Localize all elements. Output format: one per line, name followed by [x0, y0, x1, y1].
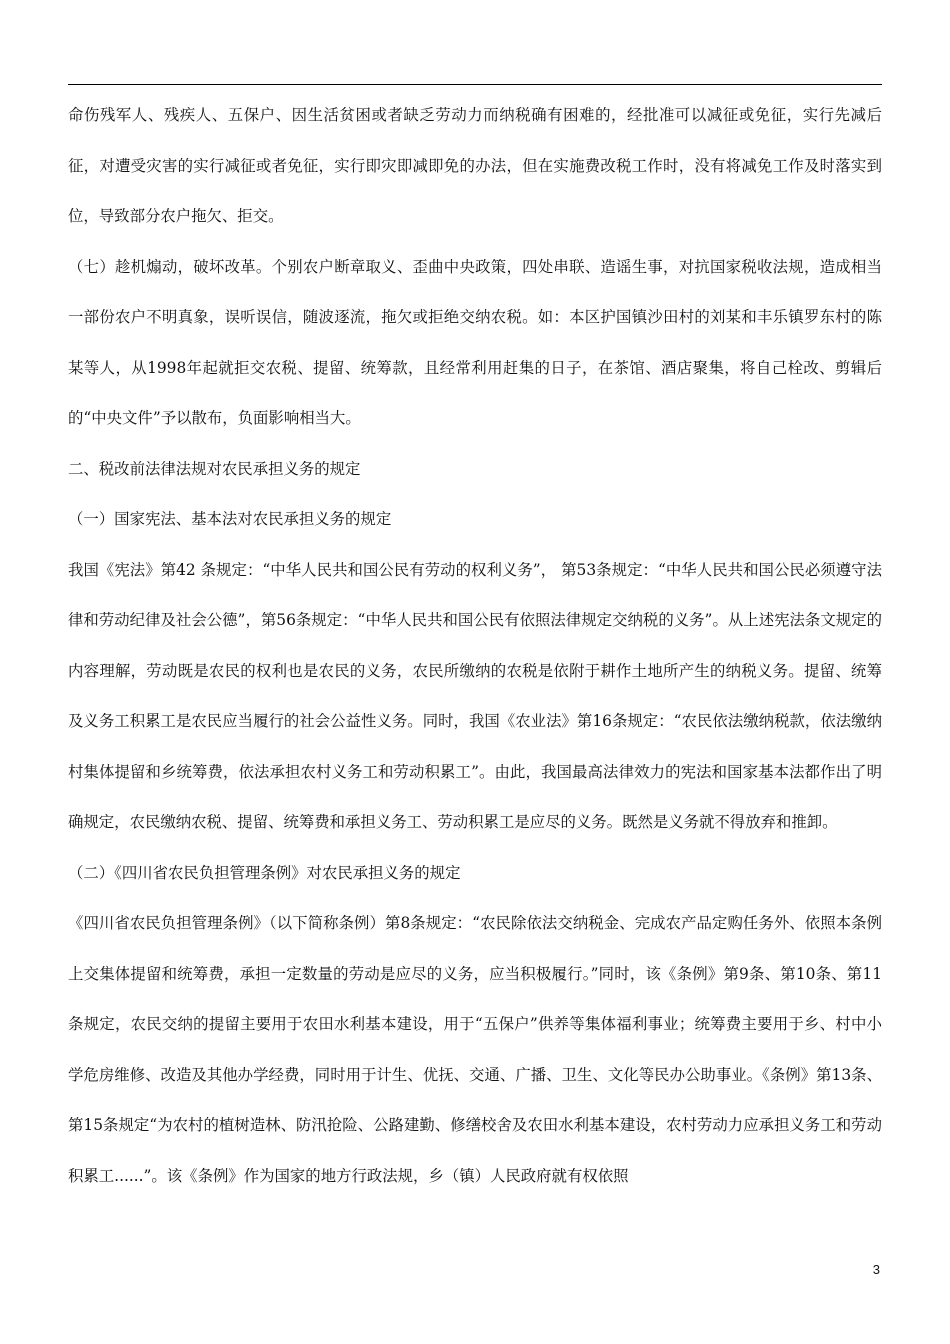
header-rule	[68, 84, 882, 85]
paragraph-sichuan-regulation: 《四川省农民负担管理条例》（以下简称条例）第8条规定：“农民除依法交纳税金、完成农产品定购任务外、依照本条例上交集体提留和统筹费，承担一定数量的劳动是应尽的义务，应当积极履行。”同时，该《条例》第9条、第10条、第11条规定，农民交纳的提留主要用于农田水利基本建设，用于“五保户”供养等集体福利事业；统筹费主要用于乡、村中小学危房维修、改造及其他办学经费，同时用于计生、优抚、交通、广播、卫生、文化等民办公助事业。《条例》第13条、第15条规定“为农村的植树造林、防汛抢险、公路建勤、修缮校舍及农田水利基本建设，农村劳动力应承担义务工和劳动积累工......”。该《条例》作为国家的地方行政法规，乡（镇）人民政府就有权依照	[68, 914, 882, 1185]
paragraph-section-seven: （七）趁机煽动，破坏改革。个别农户断章取义、歪曲中央政策，四处串联、造谣生事，对抗国家税收法规，造成相当一部份农户不明真象，误听误信，随波逐流，拖欠或拒绝交纳农税。如：本区护国镇沙田村的刘某和丰乐镇罗东村的陈某等人，从1998年起就拒交农税、提留、统筹款，且经常利用赶集的日子，在茶馆、酒店聚集，将自己栓改、剪辑后的“中央文件”予以散布，负面影响相当大。	[68, 257, 882, 427]
document-body	[68, 90, 882, 1201]
section-heading-two: 二、税改前法律法规对农民承担义务的规定	[68, 459, 361, 478]
page-number: 3	[872, 1262, 880, 1277]
subsection-heading-one: （一）国家宪法、基本法对农民承担义务的规定	[68, 510, 392, 528]
subsection-heading-two: （二）《四川省农民负担管理条例》对农民承担义务的规定	[68, 863, 461, 882]
paragraph-constitution: 我国《宪法》第42 条规定：“中华人民共和国公民有劳动的权利义务”， 第53条规定：“中华人民共和国公民必须遵守法律和劳动纪律及社会公德”，第56条规定：“中华人民共和国公民有依照法律规定交纳税的义务”。从上述宪法条文规定的内容理解，劳动既是农民的权利也是农民的义务，农民所缴纳的农税是依附于耕作土地所产生的纳税义务。提留、统筹及义务工积累工是农民应当履行的社会公益性义务。同时，我国《农业法》第16条规定：“农民依法缴纳税款，依法缴纳村集体提留和乡统筹费，依法承担农村义务工和劳动积累工”。由此，我国最高法律效力的宪法和国家基本法都作出了明确规定，农民缴纳农税、提留、统筹费和承担义务工、劳动积累工是应尽的义务。既然是义务就不得放弃和推卸。	[68, 560, 882, 831]
paragraph-continuation: 命伤残军人、残疾人、五保户、因生活贫困或者缺乏劳动力而纳税确有困难的，经批准可以减征或免征，实行先减后征，对遭受灾害的实行减征或者免征，实行即灾即减即免的办法，但在实施费改税工作时，没有将减免工作及时落实到位，导致部分农户拖欠、拒交。	[68, 106, 882, 225]
